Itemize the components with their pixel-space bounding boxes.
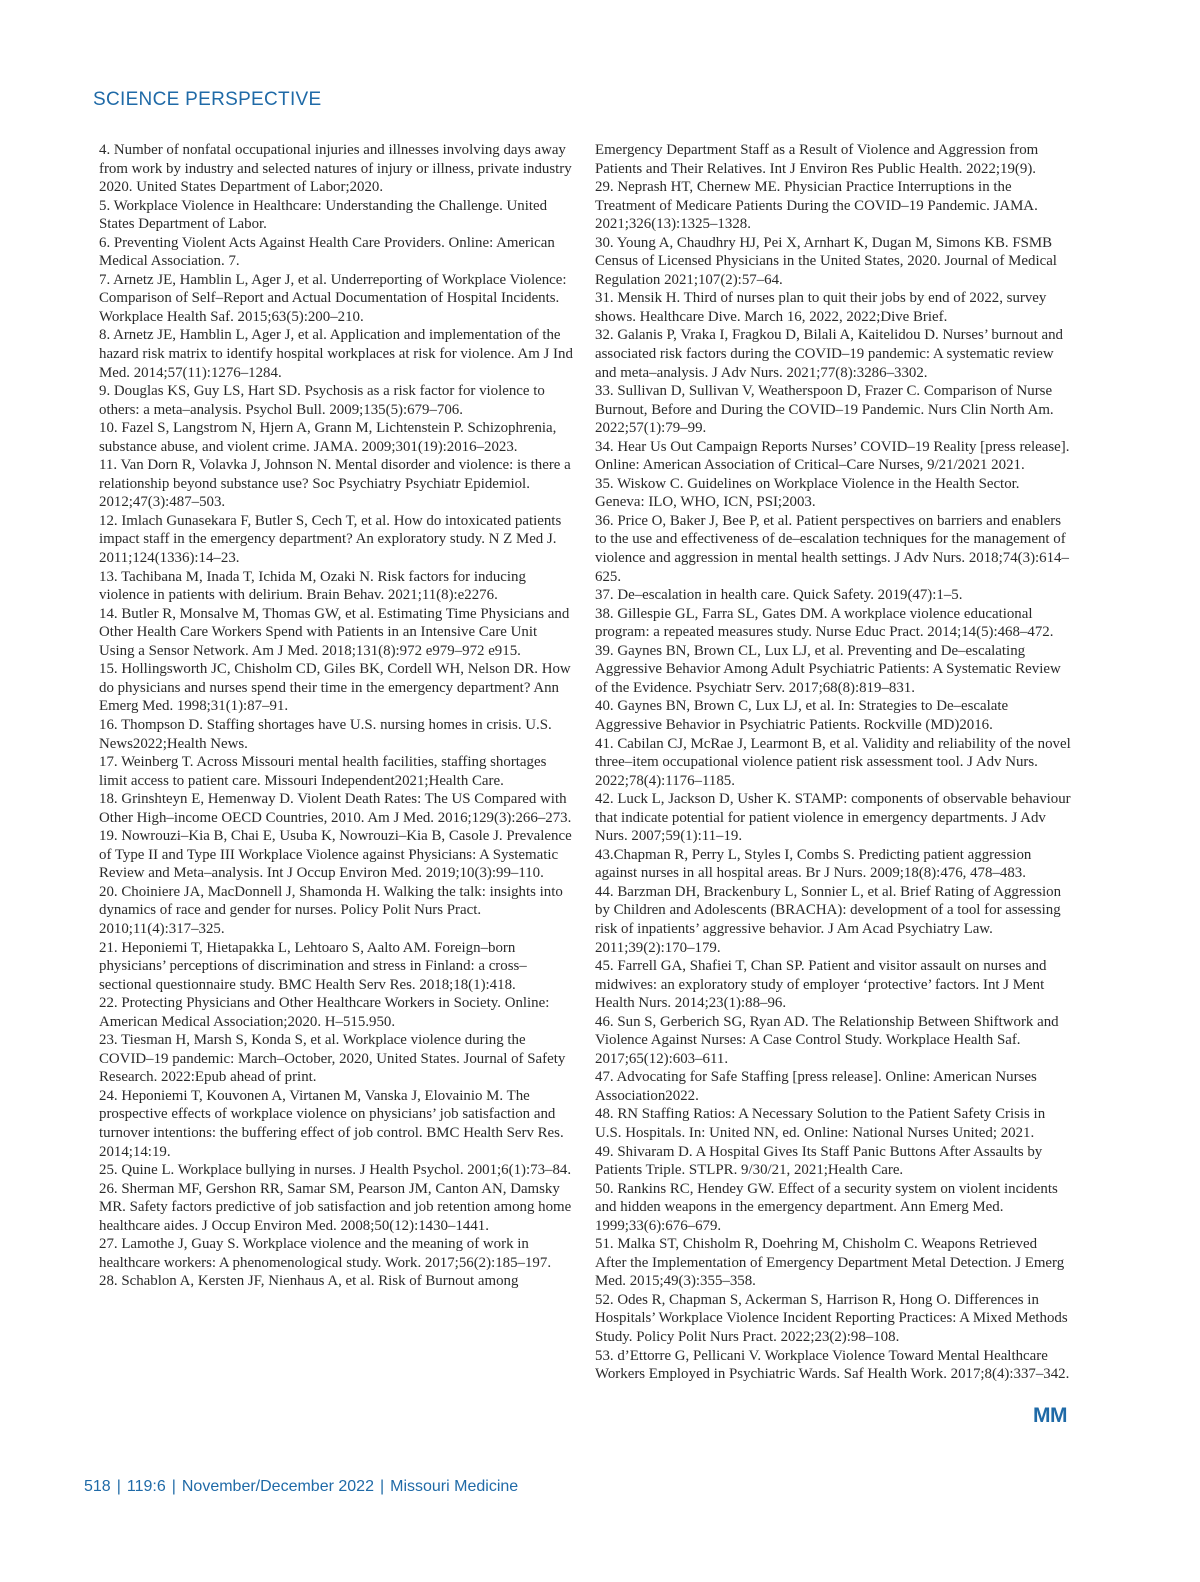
reference-entry: 35. Wiskow C. Guidelines on Workplace Violence in the Health Sector. Geneva: ILO, WHO, ICN, PSI;2003. xyxy=(595,475,1020,511)
reference-entry: 19. Nowrouzi–Kia B, Chai E, Usuba K, Nowrouzi–Kia B, Casole J. Prevalence of Type II and Type III Workplace Violence against Physicians: A Systematic Review and Meta–analysis. Int J Occup Environ Med. 2019;10(3):99–110. xyxy=(99,828,572,882)
reference-entry: 10. Fazel S, Langstrom N, Hjern A, Grann M, Lichtenstein P. Schizophrenia, substance abuse, and violent crime. JAMA. 2009;301(19):2016–2023. xyxy=(99,420,557,455)
reference-entry: 20. Choiniere JA, MacDonnell J, Shamonda H. Walking the talk: insights into dynamics of race and gender for nurses. Policy Polit Nurs Pract. 2010;11(4):317–325. xyxy=(99,883,563,937)
reference-entry: 25. Quine L. Workplace bullying in nurses. J Health Psychol. 2001;6(1):73–84. xyxy=(99,1162,572,1179)
reference-entry: 44. Barzman DH, Brackenbury L, Sonnier L, et al. Brief Rating of Aggression by Children and Adolescents (BRACHA): development of a tool for assessing risk of inpatients’ aggressive behavior. J Am Acad Psychiatry Law. 2011;39(2):170–179. xyxy=(595,883,1062,956)
reference-entry: 51. Malka ST, Chisholm R, Doehring M, Chisholm C. Weapons Retrieved After the Implementation of Emergency Department Metal Detection. J Emerg Med. 2015;49(3):355–358. xyxy=(595,1236,1065,1290)
reference-entry: 34. Hear Us Out Campaign Reports Nurses’ COVID–19 Reality [press release]. Online: American Association of Critical–Care Nurses, 9/21/2021 2021. xyxy=(595,438,1070,474)
reference-entry: 52. Odes R, Chapman S, Ackerman S, Harrison R, Hong O. Differences in Hospitals’ Workplace Violence Incident Reporting Practices: A Mixed Methods Study. Policy Polit Nurs Pract. 2022;23(2):98–108. xyxy=(595,1291,1068,1345)
reference-entry: 12. Imlach Gunasekara F, Butler S, Cech T, et al. How do intoxicated patients impact staff in the emergency department? An exploratory study. N Z Med J. 2011;124(1336):14–23. xyxy=(99,512,562,567)
reference-entry: 31. Mensik H. Third of nurses plan to quit their jobs by end of 2022, survey shows. Healthcare Dive. March 16, 2022, 2022;Dive Brief. xyxy=(595,290,1047,325)
reference-entry: 22. Protecting Physicians and Other Healthcare Workers in Society. Online: American Medical Association;2020. H–515.950. xyxy=(99,995,550,1030)
reference-entry: 27. Lamothe J, Guay S. Workplace violence and the meaning of work in healthcare workers: A phenomenological study. Work. 2017;56(2):185–197. xyxy=(99,1236,552,1271)
reference-entry: 14. Butler R, Monsalve M, Thomas GW, et al. Estimating Time Physicians and Other Health Care Workers Spend with Patients in an Intensive Care Unit Using a Sensor Network. Am J Med. 2018;131(8):972 e979–972 e915. xyxy=(99,605,570,659)
reference-entry: 13. Tachibana M, Inada T, Ichida M, Ozaki N. Risk factors for inducing violence in patients with delirium. Brain Behav. 2021;11(8):e2276. xyxy=(99,568,526,604)
footer-separator: | xyxy=(116,1478,121,1495)
reference-entry: 16. Thompson D. Staffing shortages have U.S. nursing homes in crisis. U.S. News2022;Health News. xyxy=(99,716,552,752)
reference-entry: 18. Grinshteyn E, Hemenway D. Violent Death Rates: The US Compared with Other High–income OECD Countries, 2010. Am J Med. 2016;129(3):266–273. xyxy=(99,791,572,826)
reference-entry: 47. Advocating for Safe Staffing [press release]. Online: American Nurses Association2022. xyxy=(595,1069,1037,1104)
reference-entry: 24. Heponiemi T, Kouvonen A, Virtanen M, Vanska J, Elovainio M. The prospective effects of workplace violence on physicians’ job satisfaction and turnover intentions: the buffering effect of job control. BMC Health Serv Res. 2014;14:19. xyxy=(99,1087,564,1160)
reference-entry: 23. Tiesman H, Marsh S, Konda S, et al. Workplace violence during the COVID–19 pandemic: March–October, 2020, United States. Journal of Safety Research. 2022:Epub ahead of print. xyxy=(99,1032,566,1086)
reference-entry: 9. Douglas KS, Guy LS, Hart SD. Psychosis as a risk factor for violence to others: a meta–analysis. Psychol Bull. 2009;135(5):679–706. xyxy=(99,383,545,418)
reference-entry: 30. Young A, Chaudhry HJ, Pei X, Arnhart K, Dugan M, Simons KB. FSMB Census of Licensed Physicians in the United States, 2020. Journal of Medical Regulation 2021;107(2):57–64. xyxy=(595,234,1057,288)
reference-entry: 43.Chapman R, Perry L, Styles I, Combs S. Predicting patient aggression against nurses in all hospital areas. Br J Nurs. 2009;18(8):476, 478–483. xyxy=(595,846,1032,882)
references-column-right xyxy=(595,141,1071,1384)
reference-entry: 40. Gaynes BN, Brown C, Lux LJ, et al. In: Strategies to De–escalate Aggressive Behavior in Psychiatric Patients. Rockville (MD)2016. xyxy=(595,698,1009,733)
issue-number: 119:6 xyxy=(126,1478,166,1495)
end-mark-logo: MM xyxy=(1033,1404,1067,1427)
reference-entry: 36. Price O, Baker J, Bee P, et al. Patient perspectives on barriers and enablers to the use and effectiveness of de–escalation techniques for the management of violence and aggression in mental health settings. J Adv Nurs. 2018;74(3):614–625. xyxy=(595,512,1069,585)
reference-entry: 5. Workplace Violence in Healthcare: Understanding the Challenge. United States Department of Labor. xyxy=(99,197,548,233)
section-title: SCIENCE PERSPECTIVE xyxy=(93,89,322,110)
reference-entry: 42. Luck L, Jackson D, Usher K. STAMP: components of observable behaviour that indicate potential for patient violence in emergency departments. J Adv Nurs. 2007;59(1):11–19. xyxy=(595,791,1071,845)
reference-entry: 17. Weinberg T. Across Missouri mental health facilities, staffing shortages limit access to patient care. Missouri Independent2021;Health Care. xyxy=(99,754,547,789)
reference-entry: Emergency Department Staff as a Result of Violence and Aggression from Patients and Their Relatives. Int J Environ Res Public Health. 2022;19(9). xyxy=(595,142,1039,177)
reference-entry: 41. Cabilan CJ, McRae J, Learmont B, et al. Validity and reliability of the novel three–item occupational violence patient risk assessment tool. J Adv Nurs. 2022;78(4):1176–1185. xyxy=(595,735,1071,789)
reference-entry: 37. De–escalation in health care. Quick Safety. 2019(47):1–5. xyxy=(595,587,963,604)
reference-entry: 11. Van Dorn R, Volavka J, Johnson N. Mental disorder and violence: is there a relationship beyond substance use? Soc Psychiatry Psychiatr Epidemiol. 2012;47(3):487–503. xyxy=(99,457,571,511)
reference-entry: 7. Arnetz JE, Hamblin L, Ager J, et al. Underreporting of Workplace Violence: Comparison of Self–Report and Actual Documentation of Hospital Incidents. Workplace Health Saf. 2015;63(5):200–210. xyxy=(99,271,567,325)
reference-entry: 26. Sherman MF, Gershon RR, Samar SM, Pearson JM, Canton AN, Damsky MR. Safety factors predictive of job satisfaction and job retention among home healthcare aides. J Occup Environ Med. 2008;50(12):1430–1441. xyxy=(99,1180,572,1234)
reference-entry: 50. Rankins RC, Hendey GW. Effect of a security system on violent incidents and hidden weapons in the emergency department. Ann Emerg Med. 1999;33(6):676–679. xyxy=(595,1180,1058,1234)
reference-entry: 32. Galanis P, Vraka I, Fragkou D, Bilali A, Kaitelidou D. Nurses’ burnout and associated risk factors during the COVID–19 pandemic: A systematic review and meta–analysis. J Adv Nurs. 2021;77(8):3286–3302. xyxy=(595,327,1063,381)
reference-entry: 15. Hollingsworth JC, Chisholm CD, Giles BK, Cordell WH, Nelson DR. How do physicians and nurses spend their time in the emergency department? Ann Emerg Med. 1998;31(1):87–91. xyxy=(99,661,571,715)
footer-separator: | xyxy=(379,1478,385,1495)
reference-entry: 8. Arnetz JE, Hamblin L, Ager J, et al. Application and implementation of the hazard risk matrix to identify hospital workplaces at risk for violence. Am J Ind Med. 2014;57(11):1276–1284. xyxy=(99,327,573,381)
reference-entry: 21. Heponiemi T, Hietapakka L, Lehtoaro S, Aalto AM. Foreign–born physicians’ perceptions of discrimination and stress in Finland: a cross–sectional questionnaire study. BMC Health Serv Res. 2018;18(1):418. xyxy=(99,939,527,993)
page-number: 518 xyxy=(84,1478,111,1495)
reference-entry: 33. Sullivan D, Sullivan V, Weatherspoon D, Frazer C. Comparison of Nurse Burnout, Before and During the COVID–19 Pandemic. Nurs Clin North Am. 2022;57(1):79–99. xyxy=(595,383,1054,437)
reference-entry: 53. d’Ettorre G, Pellicani V. Workplace Violence Toward Mental Healthcare Workers Employed in Psychiatric Wards. Saf Health Work. 2017;8(4):337–342. xyxy=(595,1347,1070,1383)
reference-entry: 48. RN Staffing Ratios: A Necessary Solution to the Patient Safety Crisis in U.S. Hospitals. In: United NN, ed. Online: National Nurses United; 2021. xyxy=(595,1106,1046,1141)
reference-entry: 39. Gaynes BN, Brown CL, Lux LJ, et al. Preventing and De–escalating Aggressive Behavior Among Adult Psychiatric Patients: A Systematic Review of the Evidence. Psychiatr Serv. 2017;68(8):819–831. xyxy=(595,642,1061,696)
footer-separator: | xyxy=(171,1478,176,1495)
reference-entry: 46. Sun S, Gerberich SG, Ryan AD. The Relationship Between Shiftwork and Violence Against Nurses: A Case Control Study. Workplace Health Saf. 2017;65(12):603–611. xyxy=(595,1013,1059,1067)
page-footer xyxy=(84,1478,518,1496)
reference-entry: 45. Farrell GA, Shafiei T, Chan SP. Patient and visitor assault on nurses and midwives: an exploratory study of employer ‘protective’ factors. Int J Ment Health Nurs. 2014;23(1):88–96. xyxy=(595,958,1047,1012)
journal-name: Missouri Medicine xyxy=(390,1478,519,1495)
reference-entry: 29. Neprash HT, Chernew ME. Physician Practice Interruptions in the Treatment of Medicare Patients During the COVID–19 Pandemic. JAMA. 2021;326(13):1325–1328. xyxy=(595,179,1038,233)
reference-entry: 38. Gillespie GL, Farra SL, Gates DM. A workplace violence educational program: a repeated measures study. Nurse Educ Pract. 2014;14(5):468–472. xyxy=(595,605,1054,641)
references-column-left xyxy=(99,141,575,1291)
reference-entry: 6. Preventing Violent Acts Against Health Care Providers. Online: American Medical Association. 7. xyxy=(99,234,555,270)
issue-date: November/December 2022 xyxy=(181,1478,374,1495)
reference-entry: 4. Number of nonfatal occupational injuries and illnesses involving days away from work by industry and selected natures of injury or illness, private industry 2020. United States Department of Labor;2020. xyxy=(99,142,572,196)
reference-entry: 49. Shivaram D. A Hospital Gives Its Staff Panic Buttons After Assaults by Patients Triple. STLPR. 9/30/21, 2021;Health Care. xyxy=(595,1143,1043,1179)
reference-entry: 28. Schablon A, Kersten JF, Nienhaus A, et al. Risk of Burnout among xyxy=(99,1273,519,1290)
